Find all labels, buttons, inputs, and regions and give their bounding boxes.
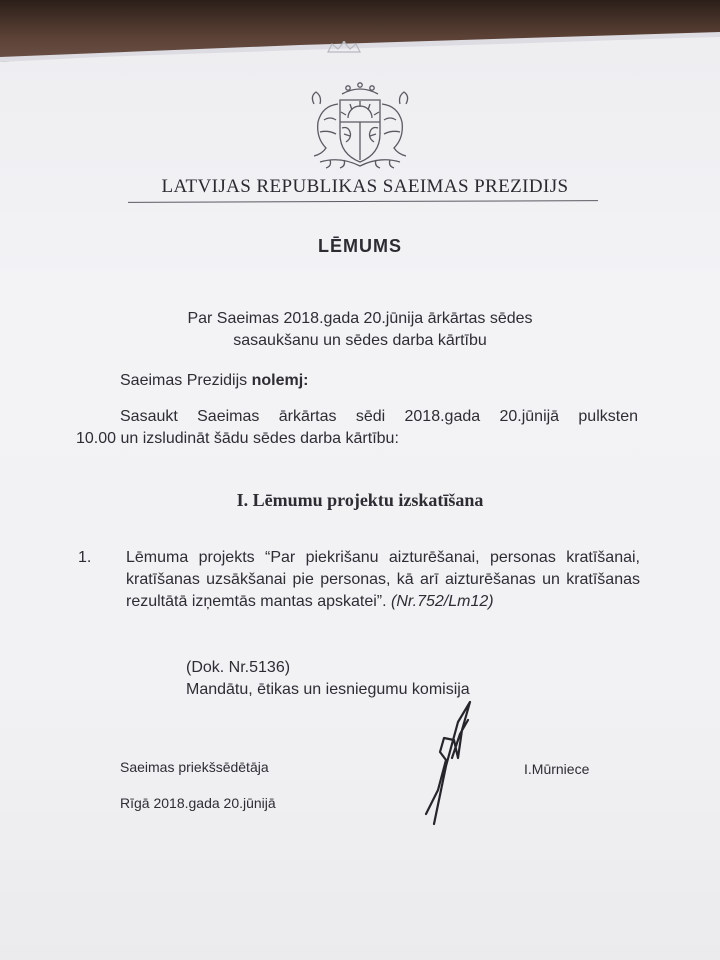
document-type-title: LĒMUMS [318, 236, 402, 256]
place-and-date: Rīgā 2018.gada 20.jūnijā [120, 795, 276, 811]
document-reference: (Dok. Nr.5136) [186, 659, 291, 676]
subject-heading [120, 308, 600, 352]
subject-line-2: sasaukšanu un sēdes darba kārtību [233, 332, 487, 349]
paragraph-line-2: 10.00 un izsludināt šādu sēdes darba kārtību: [76, 430, 399, 447]
decision-verb: nolemj: [251, 372, 309, 389]
convening-paragraph [76, 406, 638, 450]
handwritten-signature [412, 700, 482, 826]
decision-prefix: Saeimas Prezidijs [120, 372, 252, 389]
signatory-name: I.Mūrniece [524, 761, 590, 777]
paragraph-line-1: Sasaukt Saeimas ārkārtas sēdi 2018.gada 20.jūnijā pulksten [120, 408, 638, 425]
responsible-committee: Mandātu, ētikas un iesniegumu komisija [186, 681, 470, 698]
signatory-role: Saeimas priekšsēdētāja [120, 759, 269, 775]
decision-statement [120, 370, 309, 392]
agenda-item-description: Lēmuma projekts “Par piekrišanu aizturēšanai, personas kratīšanai, kratīšanas uzsākšanai pie personas, kā arī aizturēšanas un kratīšanas rezultātā izņemtās mantas apskatei”. [126, 549, 640, 610]
section-title: I. Lēmumu projektu izskatīšana [236, 490, 484, 510]
agenda-item-doc-code: (Nr.752/Lm12) [391, 593, 494, 610]
latvian-coat-of-arms-icon [300, 82, 420, 172]
crown-watermark-icon [326, 40, 362, 54]
agenda-item-number: 1. [78, 549, 92, 566]
subject-line-1: Par Saeimas 2018.gada 20.jūnija ārkārtas sēdes [187, 310, 533, 327]
institution-heading: LATVIJAS REPUBLIKAS SAEIMAS PREZIDIJS [161, 176, 569, 197]
agenda-item-text [126, 547, 640, 613]
